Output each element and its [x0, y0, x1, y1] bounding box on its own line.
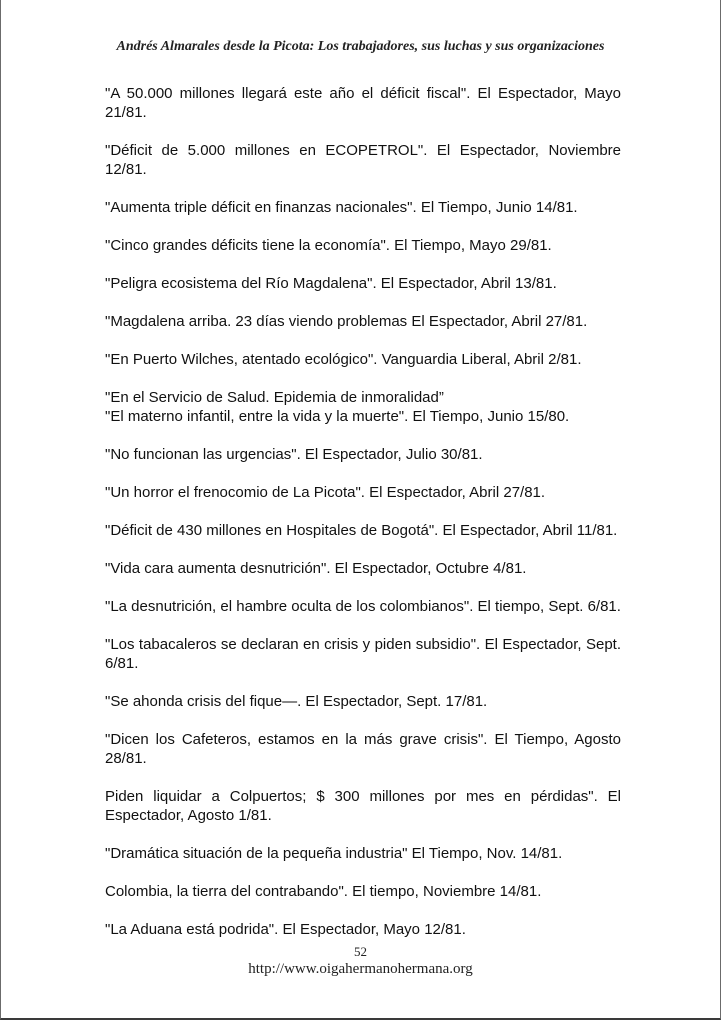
citation-entry: [105, 483, 621, 502]
citation-entry: [105, 692, 621, 711]
citation-entry: [105, 635, 621, 673]
citation-line: "En Puerto Wilches, atentado ecológico". Vanguardia Liberal, Abril 2/81.: [105, 351, 582, 368]
citation-line: "Se ahonda crisis del fique—. El Espectador, Sept. 17/81.: [105, 693, 488, 710]
citation-list: [105, 84, 621, 958]
citation-line: "Aumenta triple déficit en finanzas nacionales". El Tiempo, Junio 14/81.: [105, 199, 578, 216]
citation-entry: [105, 882, 621, 901]
footer-url: http://www.oigahermanohermana.org: [248, 961, 473, 977]
citation-line: "En el Servicio de Salud. Epidemia de inmoralidad”: [105, 389, 444, 406]
citation-entry: [105, 274, 621, 293]
citation-line: "Vida cara aumenta desnutrición". El Espectador, Octubre 4/81.: [105, 560, 527, 577]
citation-line: "Cinco grandes déficits tiene la economía". El Tiempo, Mayo 29/81.: [105, 237, 552, 254]
citation-line: "La Aduana está podrida". El Espectador, Mayo 12/81.: [105, 921, 466, 938]
citation-entry: [105, 521, 621, 540]
citation-entry: [105, 388, 621, 426]
citation-entry: [105, 198, 621, 217]
citation-line: "Magdalena arriba. 23 días viendo problemas El Espectador, Abril 27/81.: [105, 313, 588, 330]
citation-entry: [105, 141, 621, 179]
citation-line: "No funcionan las urgencias". El Espectador, Julio 30/81.: [105, 446, 483, 463]
citation-entry: [105, 236, 621, 255]
citation-line: "A 50.000 millones llegará este año el déficit fiscal". El Espectador, Mayo 21/81.: [105, 85, 621, 121]
citation-entry: [105, 844, 621, 863]
citation-entry: [105, 312, 621, 331]
citation-line: "La desnutrición, el hambre oculta de los colombianos". El tiempo, Sept. 6/81.: [105, 598, 621, 615]
citation-line: "Déficit de 5.000 millones en ECOPETROL". El Espectador, Noviembre 12/81.: [105, 142, 621, 178]
citation-line: "Un horror el frenocomio de La Picota". El Espectador, Abril 27/81.: [105, 484, 546, 501]
citation-line: Piden liquidar a Colpuertos; $ 300 millones por mes en pérdidas". El Espectador, Agosto 1/81.: [105, 788, 621, 824]
citation-line: "El materno infantil, entre la vida y la muerte". El Tiempo, Junio 15/80.: [105, 408, 570, 425]
citation-entry: [105, 559, 621, 578]
page-number: 52: [354, 944, 367, 959]
citation-line: "Los tabacaleros se declaran en crisis y piden subsidio". El Espectador, Sept. 6/81.: [105, 636, 621, 672]
citation-entry: [105, 730, 621, 768]
citation-line: "Peligra ecosistema del Río Magdalena". El Espectador, Abril 13/81.: [105, 275, 557, 292]
citation-line: "Déficit de 430 millones en Hospitales de Bogotá". El Espectador, Abril 11/81.: [105, 522, 618, 539]
running-header: Andrés Almarales desde la Picota: Los trabajadores, sus luchas y sus organizaciones: [116, 39, 605, 54]
citation-line: "Dramática situación de la pequeña industria" El Tiempo, Nov. 14/81.: [105, 845, 563, 862]
citation-entry: [105, 350, 621, 369]
citation-line: Colombia, la tierra del contrabando". El tiempo, Noviembre 14/81.: [105, 883, 542, 900]
citation-entry: [105, 920, 621, 939]
citation-line: "Dicen los Cafeteros, estamos en la más grave crisis". El Tiempo, Agosto 28/81.: [105, 731, 621, 767]
citation-entry: [105, 84, 621, 122]
citation-entry: [105, 597, 621, 616]
citation-entry: [105, 787, 621, 825]
citation-entry: [105, 445, 621, 464]
